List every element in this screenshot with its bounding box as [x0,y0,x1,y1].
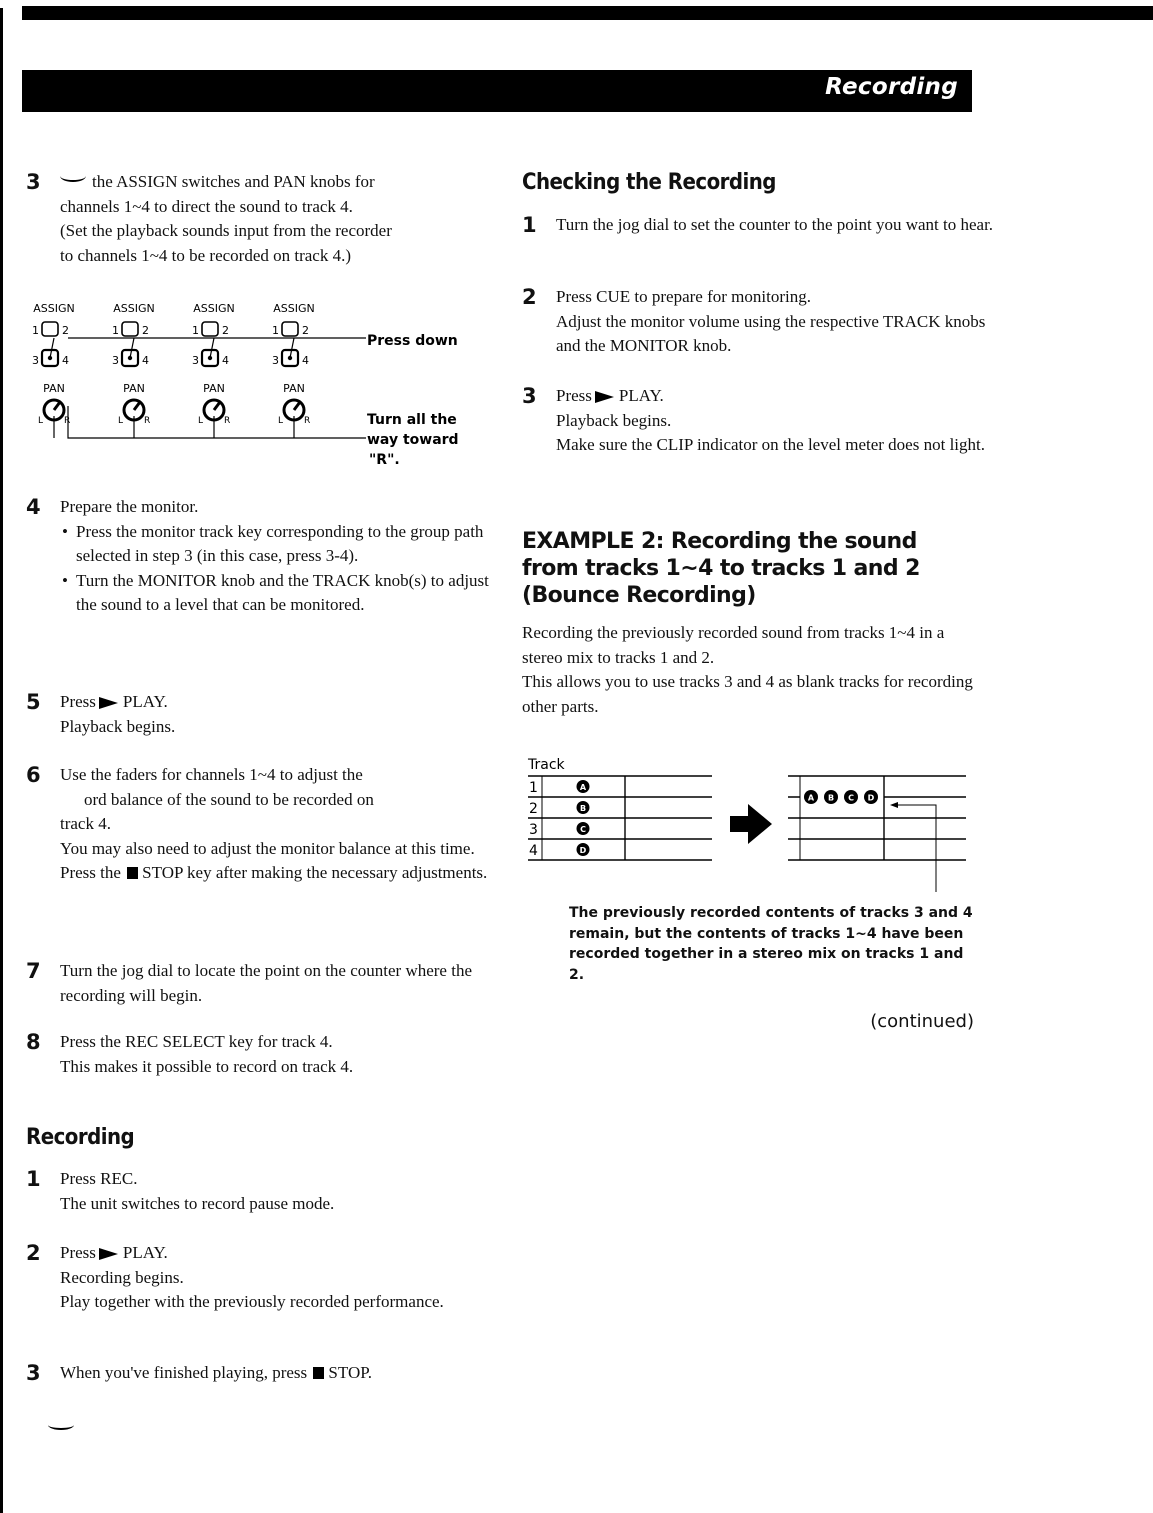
pan-right-label: R [304,416,311,426]
assign-switch-1-2 [282,322,298,336]
merged-letter: A [807,793,815,803]
recording-step-3 [26,1361,510,1386]
paragraph: This allows you to use tracks 3 and 4 as blank tracks for recording other parts. [522,672,973,716]
play-key-label: PLAY. [122,1243,168,1262]
play-icon [99,1248,118,1260]
step-number: 3 [26,1361,41,1385]
step-text: STOP key after making the necessary adjustments. [142,863,488,882]
step-number: 1 [522,213,537,237]
merged-letter: D [867,793,875,803]
example-2-description [522,621,974,719]
merged-letter: B [827,793,835,803]
step-number: 7 [26,959,41,983]
step-number: 2 [522,285,537,309]
switch-label: 2 [62,324,69,337]
track-number: 3 [529,822,538,838]
step-5-play [26,690,510,739]
right-column [522,170,994,1032]
step-result: This makes it possible to record on track 4. [60,1056,354,1076]
recording-step-2 [26,1241,510,1315]
section-banner-title: Recording [825,74,958,100]
switch-label: 3 [272,354,279,367]
example-2-heading: EXAMPLE 2: Recording the sound from tracks 1~4 to tracks 1 and 2 (Bounce Recording) [522,529,920,608]
play-icon [595,391,614,403]
step-text: STOP. [328,1363,373,1382]
switch-label: 2 [142,324,149,337]
track-number: 1 [529,780,538,796]
step-text: When you've finished playing, press [60,1363,308,1382]
switch-label: 2 [222,324,229,337]
turn-callout-line-2: way toward [367,432,459,448]
step-4-monitor [26,495,510,618]
scan-smudge-icon [60,170,86,182]
pan-left-label: L [38,416,44,426]
bullet-item: • Press the monitor track key corresponding to the group path selected in step 3 (in this case, press 3-4). [76,520,510,569]
pan-left-label: L [198,416,204,426]
play-key-label: PLAY. [618,386,664,405]
recording-heading: Recording [26,1125,135,1150]
switch-label: 4 [62,354,69,367]
step-result: Recording begins. [60,1267,184,1287]
step-number: 3 [26,170,41,194]
pan-left-label: L [278,416,284,426]
step-text: Turn the jog dial to set the counter to the point you want to hear. [556,215,994,234]
step-6-faders [26,763,510,886]
source-track-letter: C [580,825,586,834]
assign-pan-diagram [26,298,476,478]
turn-callout-line-3: "R". [369,452,400,468]
step-text: track 4. [60,814,111,833]
switch-label: 3 [32,354,39,367]
step-number: 4 [26,495,41,519]
step-8-rec-select [26,1030,510,1079]
section-banner [22,70,972,112]
pan-left-label: L [118,416,124,426]
step-text: Use the faders for channels 1~4 to adjust the [60,765,363,784]
step-text: ord balance of the sound to be recorded on [84,789,374,809]
assign-label: ASSIGN [193,302,235,315]
step-result: Playback begins. [60,716,176,736]
bullet-item: • Turn the MONITOR knob and the TRACK knob(s) to adjust the sound to a level that can be monitored. [76,569,510,618]
switch-label: 1 [272,324,279,337]
merged-letter: C [848,793,854,803]
pan-right-label: R [64,416,71,426]
assign-label: ASSIGN [33,302,75,315]
switch-label: 4 [222,354,229,367]
track-number: 4 [529,843,538,859]
scan-smudge-bottom [48,1420,74,1430]
source-track-letter: A [579,783,587,792]
source-track-letter: B [579,804,587,813]
switch-label: 4 [302,354,309,367]
switch-label: 2 [302,324,309,337]
turn-callout-line-1: Turn all the [367,412,457,428]
track-label: Track [528,757,565,773]
step-text: (Set the playback sounds input from the recorder [60,221,392,240]
pan-label: PAN [283,382,305,395]
pan-right-label: R [224,416,231,426]
source-track-letter: D [579,846,587,855]
step-text: the ASSIGN switches and PAN knobs for [92,172,375,191]
switch-label: 3 [192,354,199,367]
track-bounce-diagram [526,752,978,892]
step-number: 6 [26,763,41,787]
checking-heading: Checking the Recording [522,170,776,195]
switch-label: 1 [32,324,39,337]
paragraph: Recording the previously recorded sound from tracks 1~4 in a stereo mix to tracks 1 and 2. [522,623,945,667]
checking-step-2 [522,285,1008,359]
assign-label: ASSIGN [113,302,155,315]
bounce-arrow-icon [730,804,772,844]
step-text: Press the [60,863,121,882]
play-icon [99,697,118,709]
step-note: Make sure the CLIP indicator on the level meter does not light. [556,435,985,454]
track-diagram-caption: The previously recorded contents of tracks 3 and 4 remain, but the contents of tracks 1~4 have been recorded together in a stereo mix on tracks 1 and 2. [569,905,973,983]
checking-step-1 [522,213,1008,238]
assign-label: ASSIGN [273,302,315,315]
pan-label: PAN [123,382,145,395]
stop-icon [313,1367,324,1379]
play-key-label: PLAY. [122,692,168,711]
step-note: Play together with the previously recorded performance. [60,1292,444,1311]
switch-label: 1 [112,324,119,337]
step-7-jog [26,959,510,1008]
left-column [26,170,489,1385]
step-text: Press the REC SELECT key for track 4. [60,1032,333,1051]
pan-right-label: R [144,416,151,426]
step-text: channels 1~4 to direct the sound to track 4. [60,196,353,216]
step-number: 1 [26,1167,41,1191]
track-number: 2 [529,801,538,817]
pan-label: PAN [43,382,65,395]
step-text: to channels 1~4 to be recorded on track 4.) [60,245,352,265]
step-number: 5 [26,690,41,714]
step-text: Turn the jog dial to locate the point on the counter where the recording will begin. [60,961,472,1005]
switch-label: 1 [192,324,199,337]
step-note: You may also need to adjust the monitor balance at this time. [60,838,475,858]
page-edge-rule [0,8,3,1513]
step-text: Press [60,1243,96,1262]
checking-step-3 [522,384,1008,458]
step-number: 3 [522,384,537,408]
step-number: 2 [26,1241,41,1265]
assign-switch-1-2 [122,322,138,336]
switch-label: 4 [142,354,149,367]
step-number: 8 [26,1030,41,1054]
stop-icon [127,867,138,879]
press-down-callout: Press down [367,333,458,349]
pan-label: PAN [203,382,225,395]
step-4-bullets [60,520,510,618]
step-text: Press [60,692,96,711]
step-text: Press [556,386,592,405]
step-note: Adjust the monitor volume using the respective TRACK knobs and the MONITOR knob. [556,311,986,355]
step-text: Press CUE to prepare for monitoring. [556,287,811,306]
remain-pointer-arrowhead [890,802,898,808]
recording-step-1 [26,1167,510,1216]
switch-label: 3 [112,354,119,367]
step-result: The unit switches to record pause mode. [60,1193,335,1213]
continued-label: (continued) [870,1011,974,1032]
step-result: Playback begins. [556,410,672,430]
step-text: Press REC. [60,1169,138,1188]
assign-switch-1-2 [42,322,58,336]
top-rule [22,6,1153,20]
step-text: Prepare the monitor. [60,497,199,516]
assign-switch-1-2 [202,322,218,336]
step-3-assign [26,170,476,270]
